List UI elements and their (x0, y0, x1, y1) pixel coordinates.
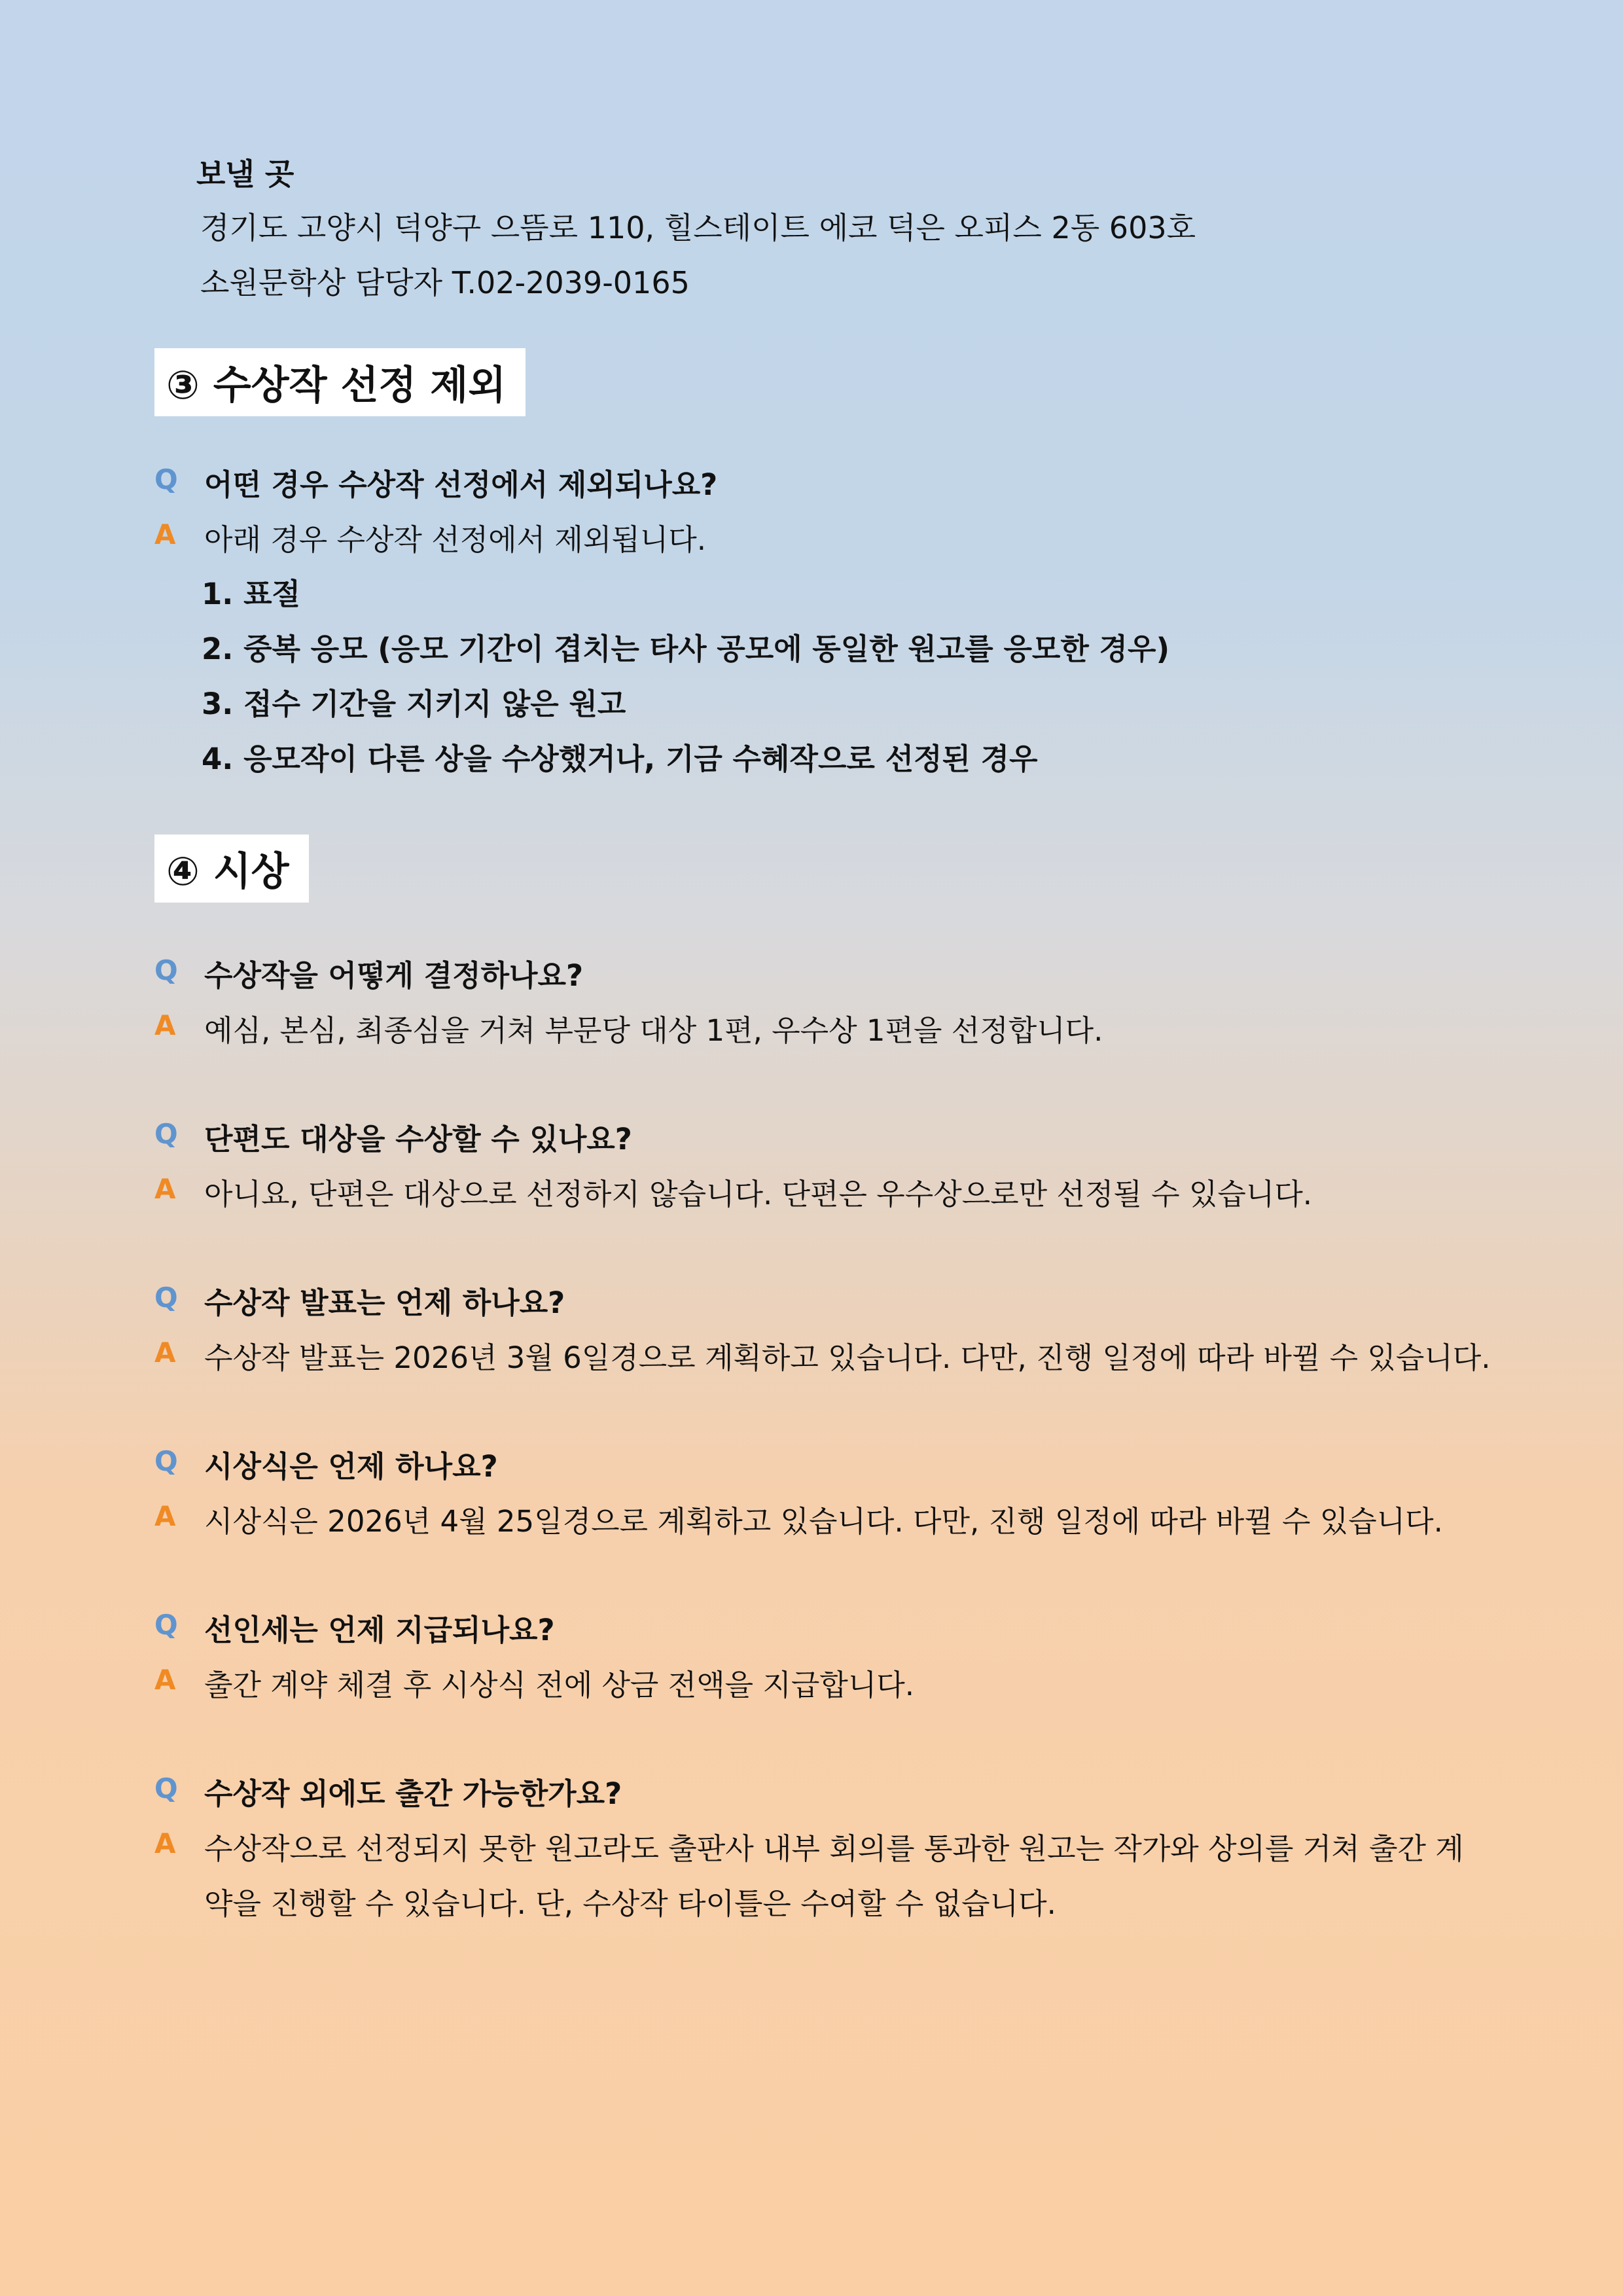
answer-text: 예심, 본심, 최종심을 거쳐 부문당 대상 1편, 우수상 1편을 선정합니다. (204, 1013, 1103, 1048)
section-3-header (154, 348, 526, 416)
q-marker: Q (154, 1772, 178, 1804)
q-marker: Q (154, 1609, 178, 1641)
answer-text: 시상식은 2026년 4월 25일경으로 계획하고 있습니다. 다만, 진행 일정에 따라 바뀔 수 있습니다. (204, 1504, 1443, 1539)
a-marker: A (154, 1009, 176, 1041)
question-text: 수상작을 어떻게 결정하나요? (204, 958, 584, 993)
question-text: 수상작 외에도 출간 가능한가요? (204, 1776, 622, 1811)
question-text: 선인세는 언제 지급되나요? (204, 1613, 555, 1647)
q-marker: Q (154, 463, 178, 495)
send-to-address: 경기도 고양시 덕양구 으뜸로 110, 힐스테이트 에코 덕은 오피스 2동 603호 (200, 210, 1196, 245)
send-to-contact: 소원문학상 담당자 T.02-2039-0165 (200, 265, 690, 300)
a-marker: A (154, 1827, 176, 1859)
answer-text: 아래 경우 수상작 선정에서 제외됩니다. (204, 522, 707, 557)
answer-text: 출간 계약 체결 후 시상식 전에 상금 전액을 지급합니다. (204, 1668, 915, 1702)
answer-text: 아니요, 단편은 대상으로 선정하지 않습니다. 단편은 우수상으로만 선정될 수 있습니다. (204, 1177, 1313, 1211)
q-marker: Q (154, 1445, 178, 1477)
a-marker: A (154, 1173, 176, 1205)
a-marker: A (154, 518, 176, 550)
a-marker: A (154, 1336, 176, 1369)
a-marker: A (154, 1664, 176, 1696)
exclusion-item: 4. 응모작이 다른 상을 수상했거나, 기금 수혜작으로 선정된 경우 (202, 742, 1038, 776)
question-text: 어떤 경우 수상작 선정에서 제외되나요? (204, 467, 718, 502)
section-4-header (154, 834, 309, 903)
section-3-title: ③ 수상작 선정 제외 (166, 363, 507, 408)
exclusion-item: 3. 접수 기간을 지키지 않은 원고 (202, 687, 626, 721)
q-marker: Q (154, 1118, 178, 1150)
a-marker: A (154, 1500, 176, 1532)
section-4-title: ④ 시상 (166, 849, 289, 895)
exclusion-item: 1. 표절 (202, 577, 301, 611)
exclusion-item: 2. 중복 응모 (응모 기간이 겹치는 타사 공모에 동일한 원고를 응모한 경우) (202, 632, 1170, 666)
send-to-title: 보낼 곳 (196, 156, 294, 192)
answer-text-line-1: 수상작으로 선정되지 못한 원고라도 출판사 내부 회의를 통과한 원고는 작가와 상의를 거쳐 출간 계 (204, 1831, 1464, 1866)
question-text: 수상작 발표는 언제 하나요? (204, 1285, 565, 1320)
question-text: 단편도 대상을 수상할 수 있나요? (204, 1122, 632, 1157)
answer-text: 수상작 발표는 2026년 3월 6일경으로 계획하고 있습니다. 다만, 진행 일정에 따라 바뀔 수 있습니다. (204, 1340, 1491, 1375)
q-marker: Q (154, 954, 178, 986)
answer-text-line-2: 약을 진행할 수 있습니다. 단, 수상작 타이틀은 수여할 수 없습니다. (204, 1886, 1056, 1921)
question-text: 시상식은 언제 하나요? (204, 1449, 498, 1484)
q-marker: Q (154, 1282, 178, 1314)
